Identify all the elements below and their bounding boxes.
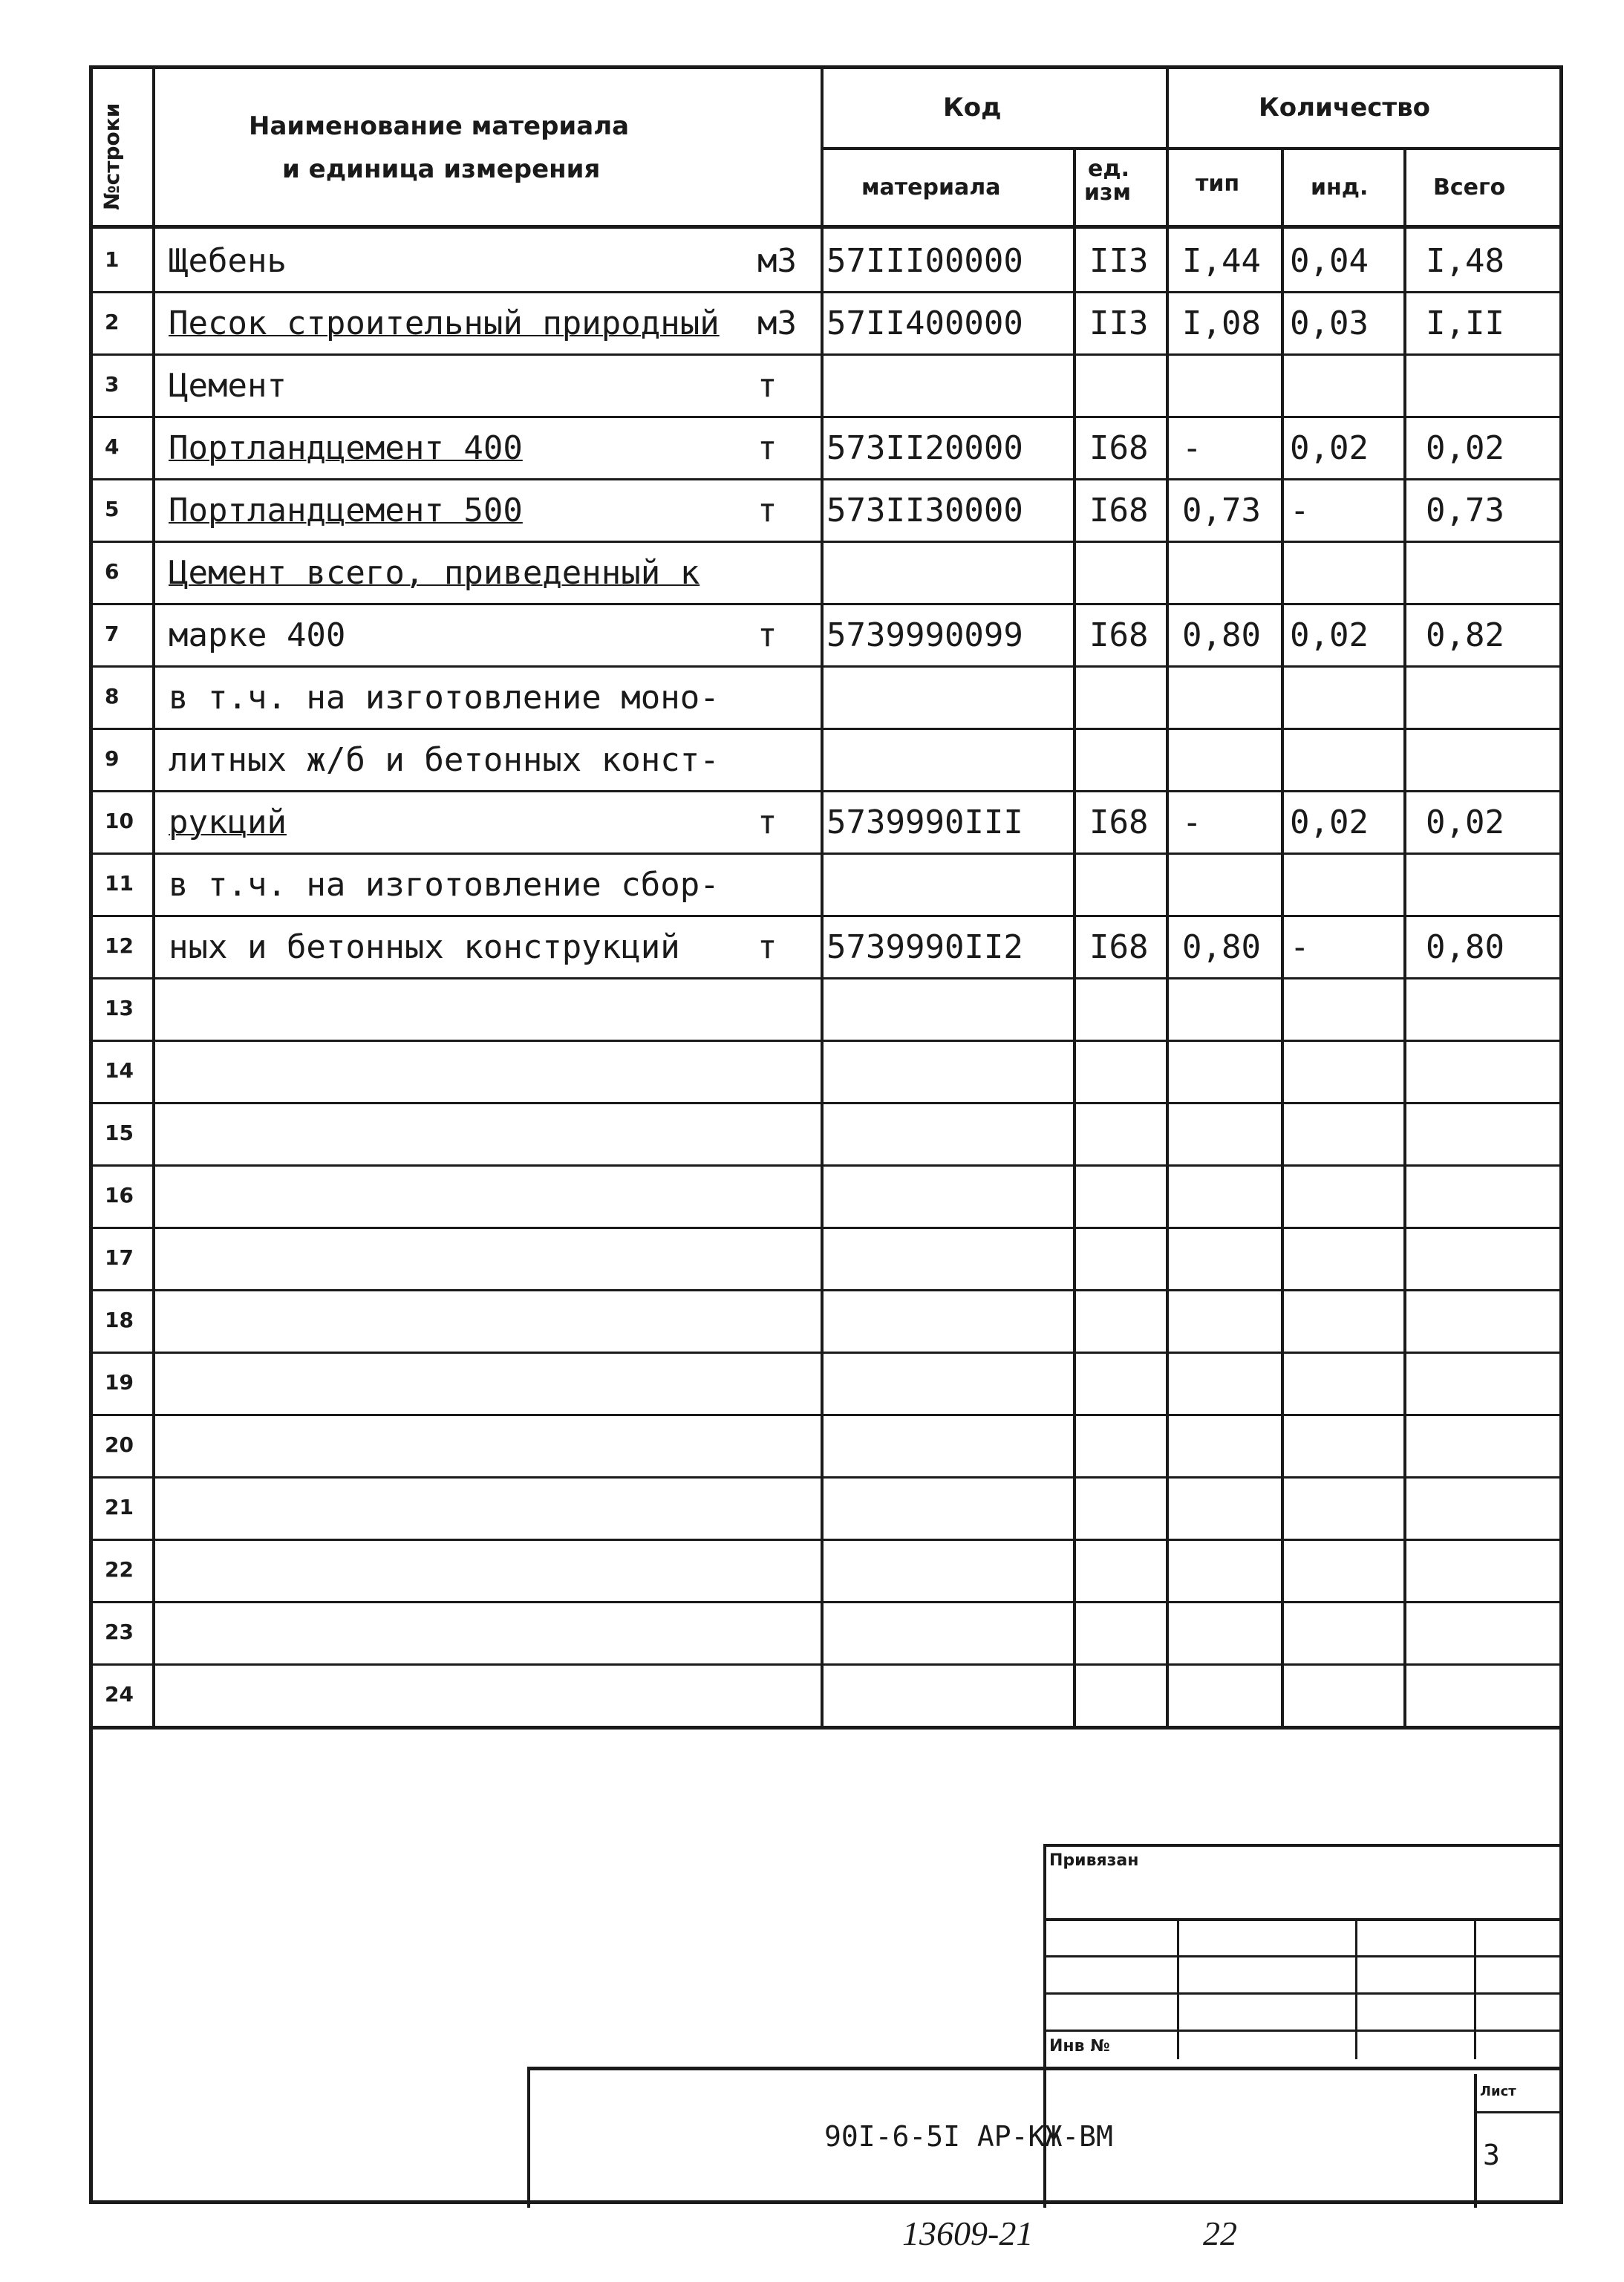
row-rule	[93, 1476, 1559, 1479]
qty-typ: -	[1182, 803, 1202, 841]
stamp-rule	[1043, 1918, 1559, 1921]
document-code: 90I-6-5I АР-КЖ-ВМ	[824, 2120, 1113, 2153]
qty-total: 0,02	[1426, 803, 1504, 841]
row-rule	[93, 353, 1559, 356]
material-name: Песок строительный природный	[169, 304, 720, 342]
name-header-line2: и единица измерения	[282, 154, 601, 184]
material-name: Портландцемент 500	[169, 492, 523, 529]
unit-of-measure: т	[757, 367, 777, 405]
row-number: 19	[105, 1370, 134, 1395]
material-name: ных и бетонных конструкций	[169, 928, 680, 966]
row-rule	[93, 603, 1559, 605]
row-number: 12	[105, 933, 134, 958]
unit-of-measure: т	[757, 616, 777, 654]
row-number: 6	[105, 559, 120, 584]
material-name: Цемент всего, приведенный к	[169, 554, 700, 592]
row-rule	[93, 541, 1559, 543]
material-code: 5739990II2	[826, 928, 1023, 966]
material-name: Щебень	[169, 242, 287, 280]
qty-ind: 0,02	[1290, 429, 1369, 467]
material-code: 57III00000	[826, 242, 1023, 280]
stamp-rule	[1043, 1955, 1559, 1957]
row-number: 2	[105, 310, 120, 334]
quantity-group-header: Количество	[1259, 93, 1431, 123]
tied-label: Привязан	[1049, 1851, 1139, 1870]
stamp-rule	[1177, 1918, 1179, 2059]
qty-total: 0,80	[1426, 928, 1504, 966]
row-number-header: №строки	[100, 102, 124, 210]
typ-header: тип	[1196, 171, 1240, 197]
row-rule	[93, 1539, 1559, 1541]
table-bottom-rule	[93, 1726, 1559, 1730]
stamp-rule	[1043, 1992, 1559, 1995]
unit-of-measure: т	[757, 492, 777, 529]
total-header: Всего	[1433, 175, 1506, 201]
code-group-header: Код	[943, 93, 1002, 123]
stamp-rule	[1355, 1918, 1357, 2059]
row-rule	[93, 665, 1559, 668]
row-rule	[93, 977, 1559, 979]
row-number: 18	[105, 1308, 134, 1332]
row-rule	[93, 1289, 1559, 1291]
qty-typ: 0,73	[1182, 492, 1261, 529]
stamp-rule	[1474, 2111, 1559, 2113]
unit-code: I68	[1089, 803, 1149, 841]
row-number: 14	[105, 1058, 134, 1083]
row-number: 15	[105, 1121, 134, 1145]
material-name: в т.ч. на изготовление сбор-	[169, 866, 720, 904]
row-number: 4	[105, 434, 120, 459]
row-rule	[93, 1352, 1559, 1354]
row-number: 10	[105, 809, 134, 833]
document-sheet	[89, 65, 1563, 2204]
row-number: 7	[105, 622, 120, 646]
unit-code: I68	[1089, 928, 1149, 966]
row-rule	[93, 915, 1559, 917]
row-rule	[93, 1601, 1559, 1603]
row-number: 24	[105, 1682, 134, 1706]
stamp-rule	[1043, 1844, 1046, 2208]
row-rule	[93, 291, 1559, 293]
qty-total: 0,02	[1426, 429, 1504, 467]
qty-typ: 0,80	[1182, 928, 1261, 966]
qty-total: 0,73	[1426, 492, 1504, 529]
material-name: Портландцемент 400	[169, 429, 523, 467]
sheet-label: Лист	[1480, 2084, 1516, 2099]
row-rule	[93, 728, 1559, 730]
qty-ind: 0,03	[1290, 304, 1369, 342]
qty-ind: -	[1290, 492, 1310, 529]
material-name: Цемент	[169, 367, 287, 405]
unit-of-measure: м3	[757, 304, 797, 342]
stamp-rule	[1474, 2074, 1477, 2208]
row-number: 16	[105, 1183, 134, 1207]
unit-code-header-1: ед.	[1088, 156, 1129, 182]
unit-of-measure: т	[757, 429, 777, 467]
col-rule	[1281, 225, 1284, 1726]
row-rule	[821, 147, 1559, 150]
qty-typ: -	[1182, 429, 1202, 467]
qty-total: I,II	[1426, 304, 1504, 342]
row-number: 13	[105, 996, 134, 1020]
row-number: 1	[105, 247, 120, 272]
material-code: 573II30000	[826, 492, 1023, 529]
qty-ind: 0,02	[1290, 616, 1369, 654]
row-rule	[93, 853, 1559, 855]
row-number: 5	[105, 497, 120, 521]
footer-number: 13609-21	[902, 2214, 1034, 2252]
col-rule	[1166, 225, 1169, 1726]
material-name: марке 400	[169, 616, 346, 654]
col-rule	[1073, 147, 1076, 225]
material-code: 5739990III	[826, 803, 1023, 841]
material-name: в т.ч. на изготовление моно-	[169, 679, 720, 717]
stamp-rule	[527, 2067, 530, 2208]
unit-code: II3	[1089, 242, 1149, 280]
stamp-rule	[1043, 1844, 1559, 1847]
row-number: 22	[105, 1557, 134, 1582]
col-rule	[1281, 147, 1284, 225]
qty-typ: I,08	[1182, 304, 1261, 342]
inventory-label: Инв №	[1049, 2037, 1110, 2056]
stamp-rule	[1043, 2030, 1559, 2032]
unit-of-measure: т	[757, 803, 777, 841]
material-code-header: материала	[861, 175, 1001, 201]
material-code: 5739990099	[826, 616, 1023, 654]
row-rule	[93, 225, 1559, 229]
qty-ind: 0,02	[1290, 803, 1369, 841]
col-rule	[1403, 225, 1406, 1726]
row-number: 20	[105, 1432, 134, 1457]
material-code: 57II400000	[826, 304, 1023, 342]
unit-code: I68	[1089, 616, 1149, 654]
col-rule	[152, 225, 155, 1726]
name-header-line1: Наименование материала	[249, 111, 630, 141]
col-rule	[1073, 225, 1076, 1726]
row-number: 9	[105, 746, 120, 771]
material-name: литных ж/б и бетонных конст-	[169, 741, 720, 779]
row-number: 3	[105, 372, 120, 397]
footer-page: 22	[1203, 2214, 1237, 2252]
row-rule	[93, 416, 1559, 418]
unit-of-measure: м3	[757, 242, 797, 280]
row-rule	[93, 1164, 1559, 1167]
col-rule	[1403, 147, 1406, 225]
row-rule	[93, 1227, 1559, 1229]
qty-ind: -	[1290, 928, 1310, 966]
unit-code-header-2: изм	[1084, 180, 1131, 206]
row-number: 23	[105, 1620, 134, 1644]
material-code: 573II20000	[826, 429, 1023, 467]
row-number: 17	[105, 1245, 134, 1270]
stamp-rule	[1474, 1918, 1476, 2059]
qty-typ: I,44	[1182, 242, 1261, 280]
unit-code: II3	[1089, 304, 1149, 342]
stamp-rule	[527, 2067, 1559, 2070]
row-rule	[93, 1414, 1559, 1416]
ind-header: инд.	[1311, 175, 1369, 201]
col-rule	[152, 69, 155, 225]
row-rule	[93, 1663, 1559, 1666]
unit-of-measure: т	[757, 928, 777, 966]
qty-total: I,48	[1426, 242, 1504, 280]
row-rule	[93, 790, 1559, 792]
col-rule	[821, 225, 824, 1726]
row-number: 11	[105, 871, 134, 896]
qty-ind: 0,04	[1290, 242, 1369, 280]
row-rule	[93, 478, 1559, 480]
qty-total: 0,82	[1426, 616, 1504, 654]
qty-typ: 0,80	[1182, 616, 1261, 654]
row-rule	[93, 1040, 1559, 1042]
row-number: 21	[105, 1495, 134, 1519]
sheet-number: 3	[1483, 2139, 1500, 2171]
material-name: рукций	[169, 803, 287, 841]
unit-code: I68	[1089, 492, 1149, 529]
row-rule	[93, 1102, 1559, 1104]
unit-code: I68	[1089, 429, 1149, 467]
row-number: 8	[105, 684, 120, 708]
